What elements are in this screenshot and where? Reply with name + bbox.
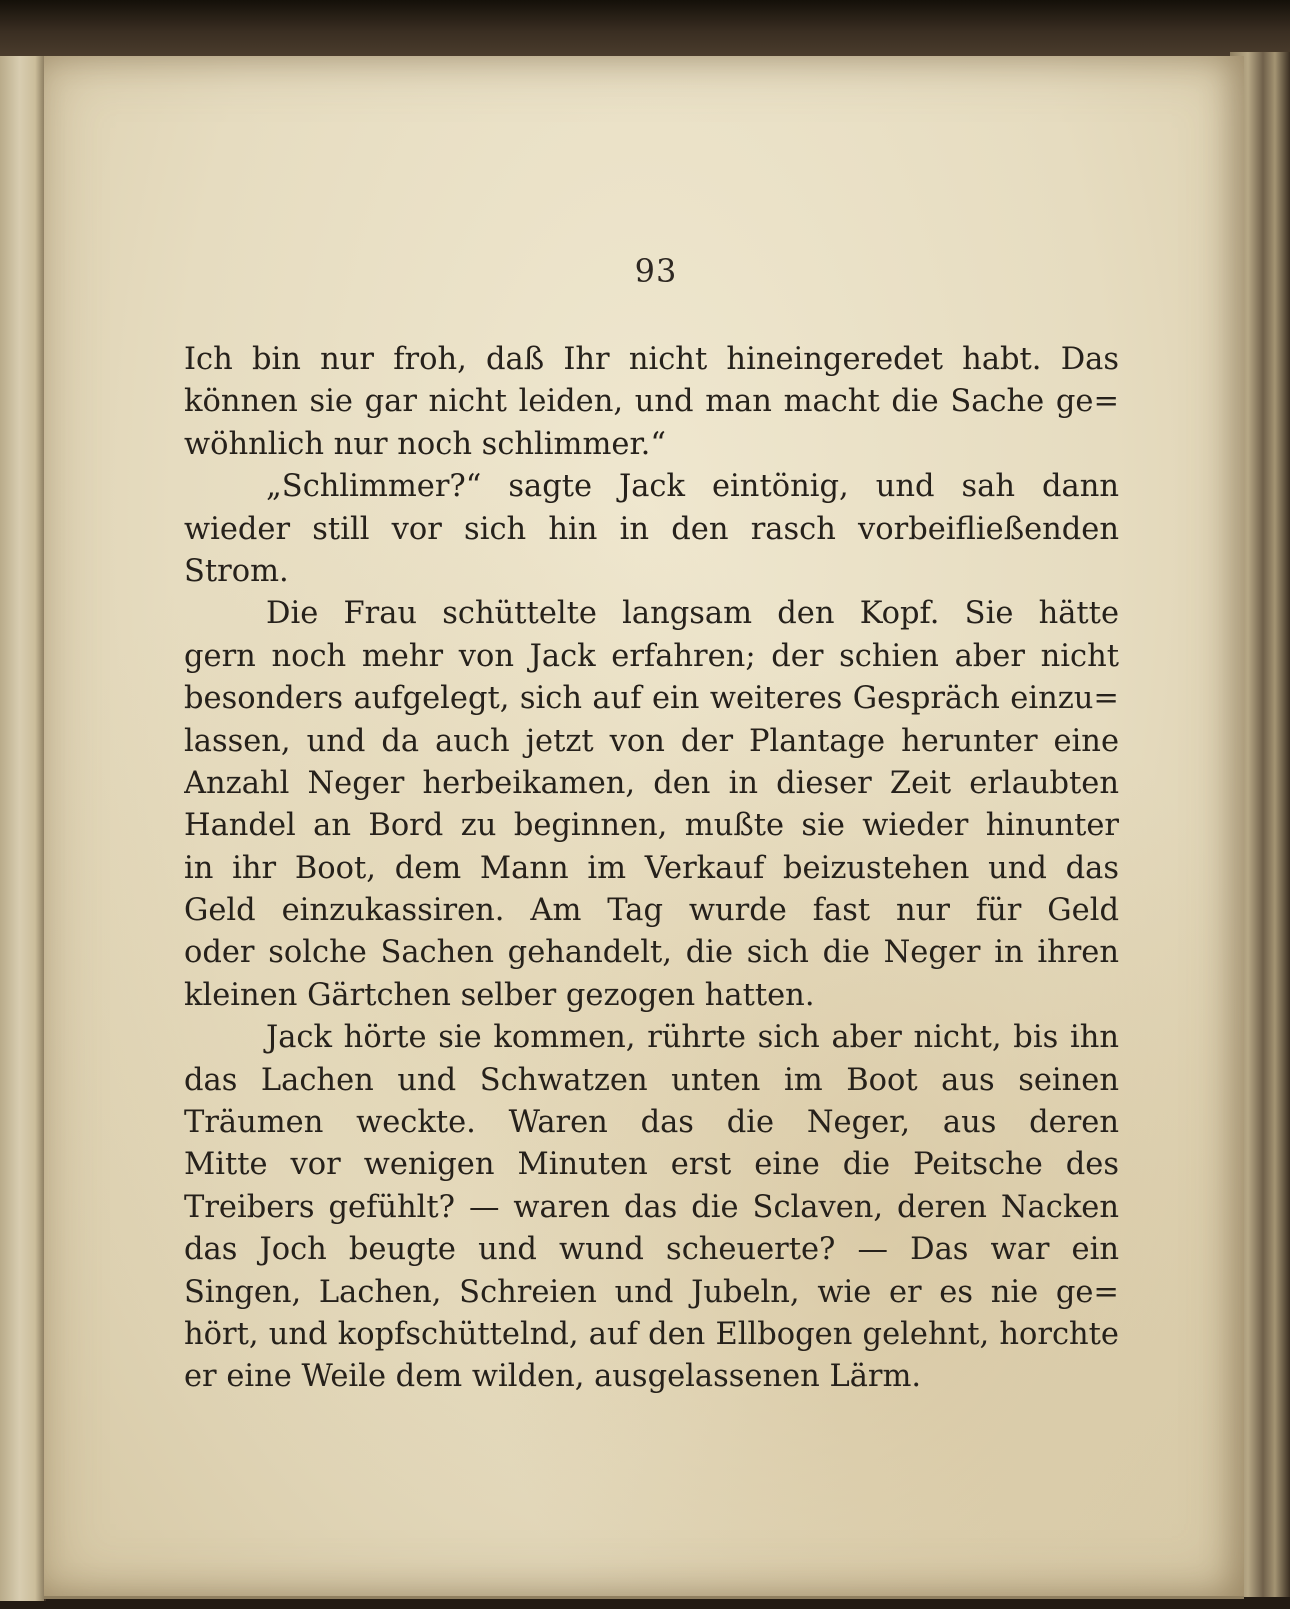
text-line: „Schlimmer?“ sagte Jack eintönig, und sah dann <box>266 469 1119 505</box>
text-line: in ihr Boot, dem Mann im Verkauf beizustehen und das <box>184 850 1119 886</box>
page-number <box>44 252 1244 290</box>
text-line: oder solche Sachen gehandelt, die sich die Neger in ihren <box>184 935 1119 971</box>
text-line: wöhnlich nur noch schlimmer.“ <box>184 426 666 462</box>
text-line: Ich bin nur froh, daß Ihr nicht hineingeredet habt. Das <box>184 342 1119 377</box>
text-line: kleinen Gärtchen selber gezogen hatten. <box>184 977 815 1013</box>
text-line: Jack hörte sie kommen, rührte sich aber nicht, bis ihn <box>266 1020 1119 1056</box>
text-line: Träumen weckte. Waren das die Neger, aus deren <box>184 1105 1119 1141</box>
text-line: wieder still vor sich hin in den rasch vorbeifließenden <box>184 511 1119 547</box>
text-line: Handel an Bord zu beginnen, mußte sie wieder hinunter <box>184 808 1119 844</box>
body-text <box>184 339 1119 1399</box>
book-page <box>44 56 1244 1599</box>
text-line: Treibers gefühlt? — waren das die Sclaven, deren Nacken <box>184 1189 1119 1225</box>
text-line: Geld einzukassiren. Am Tag wurde fast nur für Geld <box>184 893 1119 929</box>
text-line: Mitte vor wenigen Minuten erst eine die Peitsche des <box>184 1147 1119 1183</box>
text-line: Strom. <box>184 553 289 589</box>
text-line: gern noch mehr von Jack erfahren; der schien aber nicht <box>184 638 1119 674</box>
page-number-text: 93 <box>634 252 678 290</box>
text-line: können sie gar nicht leiden, und man macht die Sache ge= <box>184 384 1119 420</box>
book-cover-edge <box>0 0 1290 58</box>
text-line: Singen, Lachen, Schreien und Jubeln, wie er es nie ge= <box>184 1274 1119 1310</box>
text-line: das Joch beugte und wund scheuerte? — Das war ein <box>184 1232 1119 1268</box>
text-line: er eine Weile dem wilden, ausgelassenen Lärm. <box>184 1359 922 1395</box>
text-line: das Lachen und Schwatzen unten im Boot aus seinen <box>184 1062 1119 1098</box>
text-line: Die Frau schüttelte langsam den Kopf. Sie hätte <box>266 596 1119 632</box>
text-line: hört, und kopfschüttelnd, auf den Ellbogen gelehnt, horchte <box>184 1316 1119 1352</box>
text-line: besonders aufgelegt, sich auf ein weiteres Gespräch einzu= <box>184 681 1119 717</box>
text-line: Anzahl Neger herbeikamen, den in dieser Zeit erlaubten <box>184 765 1119 801</box>
text-line: lassen, und da auch jetzt von der Plantage herunter eine <box>184 723 1119 759</box>
facing-page-edge <box>0 56 46 1601</box>
